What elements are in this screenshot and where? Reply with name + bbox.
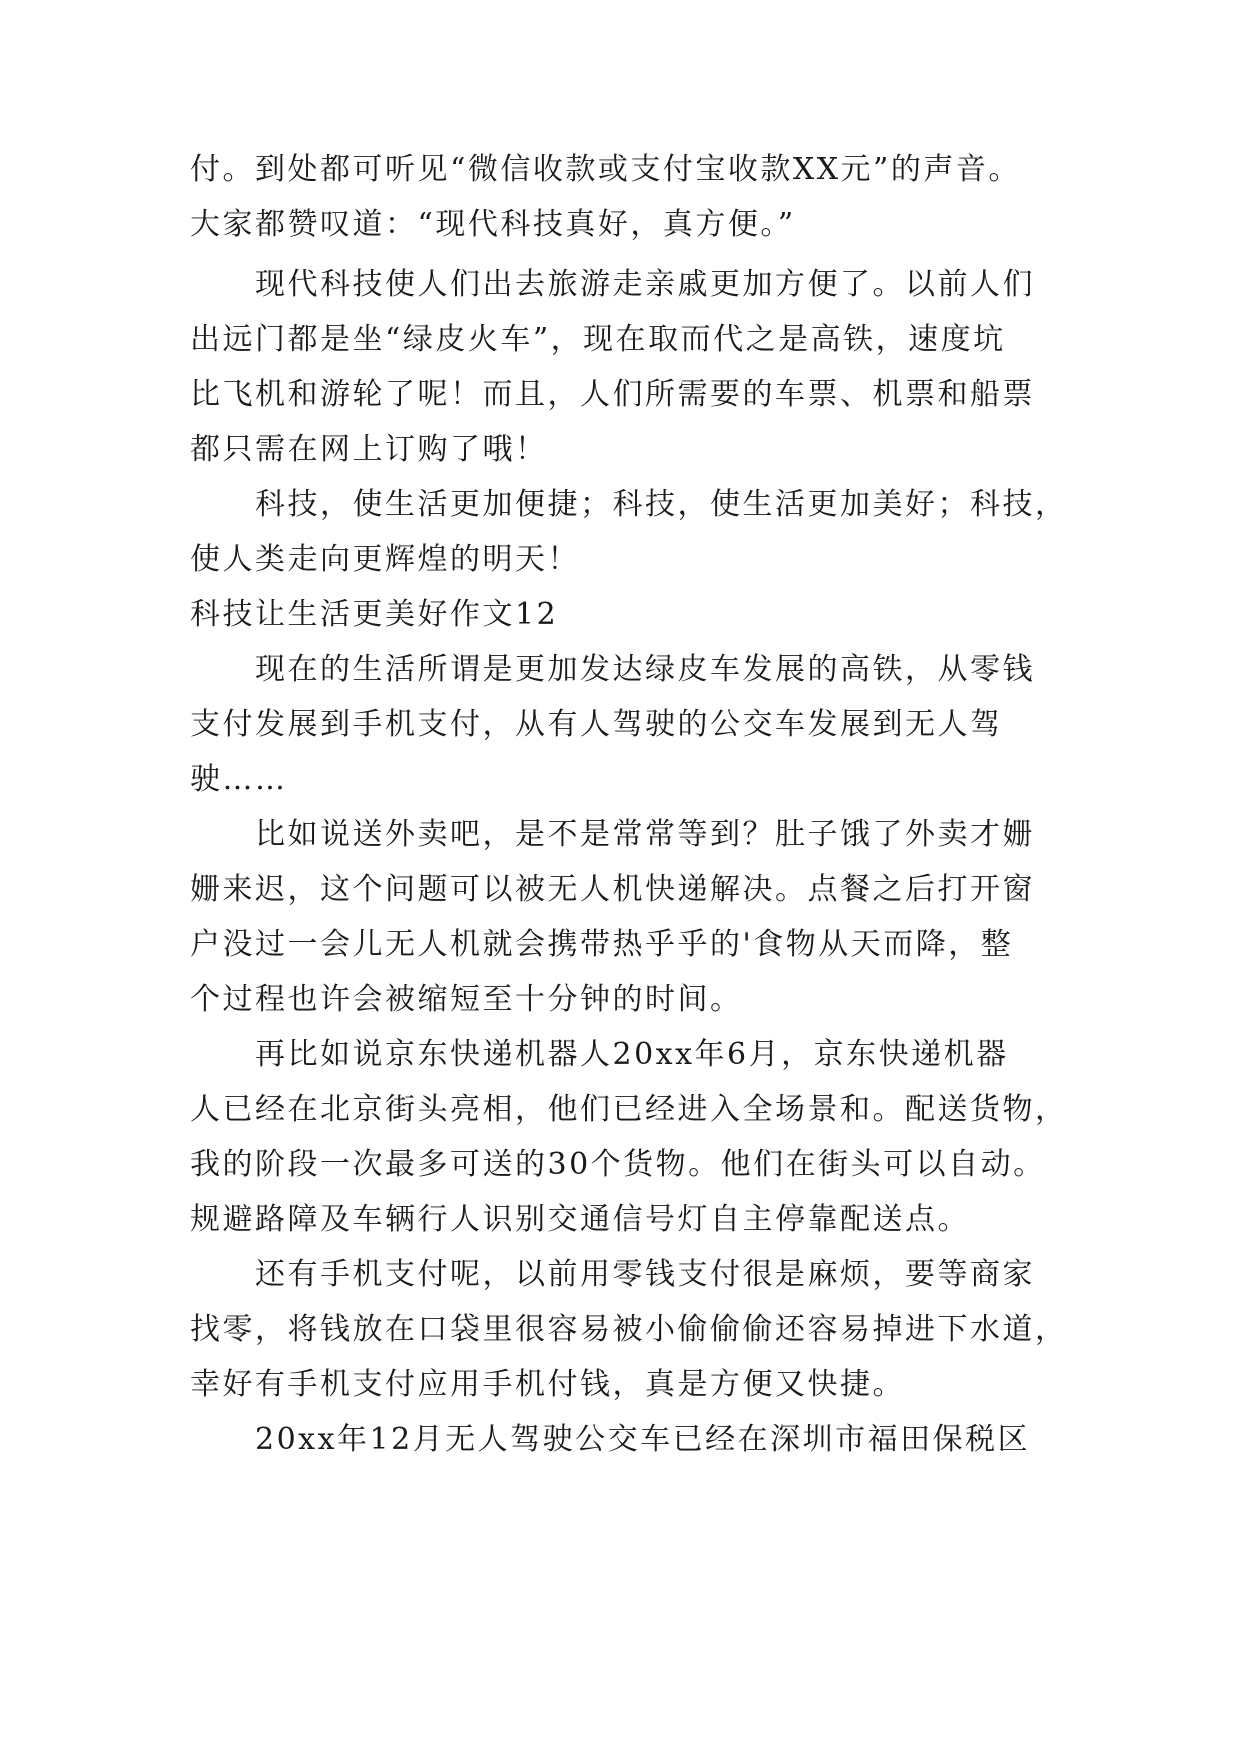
text-line: 找零，将钱放在口袋里很容易被小偷偷偷还容易掉进下水道， (190, 1312, 1068, 1347)
text-line: 幸好有手机支付应用手机付钱，真是方便又快捷。 (190, 1367, 905, 1402)
text-line: 大家都赞叹道：“现代科技真好，真方便。” (190, 207, 796, 242)
text-line: 出远门都是坐“绿皮火车”，现在取而代之是高铁，速度坑 (190, 322, 1006, 357)
text-line: 个过程也许会被缩短至十分钟的时间。 (190, 982, 743, 1017)
text-line: 使人类走向更辉煌的明天！ (190, 542, 580, 577)
text-line: 付。到处都可听见“微信收款或支付宝收款XX元”的声音。 (190, 152, 1021, 187)
paragraph-start-line: 还有手机支付呢，以前用零钱支付很是麻烦，要等商家 (255, 1257, 1035, 1292)
text-line: 规避路障及车辆行人识别交通信号灯自主停靠配送点。 (190, 1202, 970, 1237)
text-line: 户没过一会儿无人机就会携带热乎乎的'食物从天而降，整 (190, 927, 1014, 962)
paragraph-start-line: 现在的生活所谓是更加发达绿皮车发展的高铁，从零钱 (255, 652, 1035, 687)
text-line: 都只需在网上订购了哦！ (190, 432, 548, 467)
text-line: 支付发展到手机支付，从有人驾驶的公交车发展到无人驾 (190, 707, 1003, 742)
paragraph-start-line: 比如说送外卖吧，是不是常常等到？肚子饿了外卖才姗 (255, 817, 1035, 852)
text-line: 驶…… (190, 762, 288, 797)
text-line: 人已经在北京街头亮相，他们已经进入全场景和。配送货物， (190, 1092, 1068, 1127)
section-title: 科技让生活更美好作文12 (190, 597, 559, 632)
paragraph-start-line: 现代科技使人们出去旅游走亲戚更加方便了。以前人们 (255, 267, 1035, 302)
paragraph-start-line: 再比如说京东快递机器人20xx年6月，京东快递机器 (255, 1037, 1009, 1072)
text-line: 姗来迟，这个问题可以被无人机快递解决。点餐之后打开窗 (190, 872, 1035, 907)
paragraph-start-line: 20xx年12月无人驾驶公交车已经在深圳市福田保税区 (255, 1422, 1031, 1457)
text-line: 比飞机和游轮了呢！而且，人们所需要的车票、机票和船票 (190, 377, 1035, 412)
paragraph-start-line: 科技，使生活更加便捷；科技，使生活更加美好；科技， (255, 487, 1068, 522)
text-line: 我的阶段一次最多可送的30个货物。他们在街头可以自动。 (190, 1147, 1046, 1182)
